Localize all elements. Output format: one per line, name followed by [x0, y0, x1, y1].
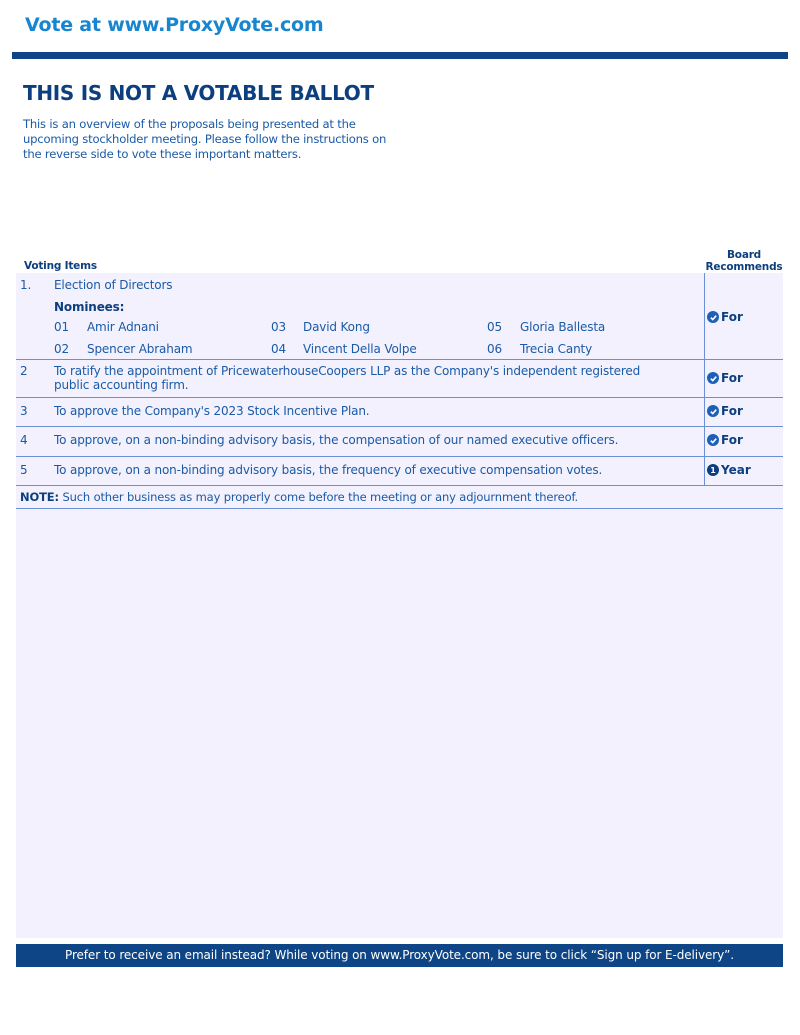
board-recommends-line1: Board	[727, 249, 761, 261]
nominee-code: 05	[487, 320, 502, 334]
item-1-recommendation	[707, 310, 743, 324]
nominee-name: Trecia Canty	[520, 342, 593, 356]
item-2-recommendation	[707, 371, 743, 385]
note-label: NOTE:	[20, 490, 59, 504]
recommendation-label: For	[721, 371, 743, 385]
nominee-code: 06	[487, 342, 502, 356]
item-1-number: 1.	[20, 278, 32, 292]
note-row	[20, 490, 578, 504]
row-divider	[16, 456, 783, 457]
note-text: Such other business as may properly come before the meeting or any adjournment thereof.	[58, 490, 579, 504]
item-5-number: 5	[20, 463, 28, 477]
item-5-recommendation	[707, 463, 751, 477]
row-divider	[16, 426, 783, 427]
vote-url-heading: Vote at www.ProxyVote.com	[25, 14, 324, 36]
nominee-name: Amir Adnani	[87, 320, 159, 334]
item-2-number: 2	[20, 364, 28, 378]
header-divider	[12, 52, 788, 59]
nominee-name: Vincent Della Volpe	[303, 342, 417, 356]
recommendation-label: Year	[721, 463, 751, 477]
number-one-circle-icon: 1	[707, 464, 719, 476]
item-4-recommendation	[707, 433, 743, 447]
item-3-number: 3	[20, 404, 28, 418]
item-4-text: To approve, on a non-binding advisory basis, the compensation of our named executive officers.	[54, 433, 619, 447]
nominee-code: 01	[54, 320, 69, 334]
row-divider	[16, 508, 783, 509]
recommendation-label: For	[721, 310, 743, 324]
check-circle-icon	[707, 405, 719, 417]
page-title: THIS IS NOT A VOTABLE BALLOT	[23, 81, 374, 105]
check-circle-icon	[707, 434, 719, 446]
intro-paragraph: This is an overview of the proposals being presented at the upcoming stockholder meeting. Please follow the instructions on the reverse side to vote these important matters.	[23, 117, 387, 161]
board-recommends-line2: Recommends	[705, 261, 783, 273]
recommendation-column-divider	[704, 273, 705, 486]
row-divider	[16, 485, 783, 486]
row-divider	[16, 397, 783, 398]
item-1-text: Election of Directors	[54, 278, 173, 292]
board-recommends-header	[704, 249, 784, 273]
recommendation-label: For	[721, 404, 743, 418]
nominee-name: Spencer Abraham	[87, 342, 193, 356]
item-4-number: 4	[20, 433, 28, 447]
row-divider	[16, 359, 783, 360]
item-3-recommendation	[707, 404, 743, 418]
nominee-code: 04	[271, 342, 286, 356]
voting-items-header: Voting Items	[24, 260, 97, 272]
recommendation-label: For	[721, 433, 743, 447]
item-2-text: To ratify the appointment of PricewaterhouseCoopers LLP as the Company's independent registered public accounting firm.	[54, 364, 641, 392]
check-circle-icon	[707, 372, 719, 384]
nominee-name: David Kong	[303, 320, 370, 334]
item-5-text: To approve, on a non-binding advisory basis, the frequency of executive compensation votes.	[54, 463, 603, 477]
check-circle-icon	[707, 311, 719, 323]
nominees-label: Nominees:	[54, 300, 125, 314]
nominee-code: 03	[271, 320, 286, 334]
item-3-text: To approve the Company's 2023 Stock Incentive Plan.	[54, 404, 370, 418]
e-delivery-banner: Prefer to receive an email instead? While voting on www.ProxyVote.com, be sure to click “Sign up for E-delivery”.	[16, 944, 783, 967]
nominee-code: 02	[54, 342, 69, 356]
nominee-name: Gloria Ballesta	[520, 320, 606, 334]
